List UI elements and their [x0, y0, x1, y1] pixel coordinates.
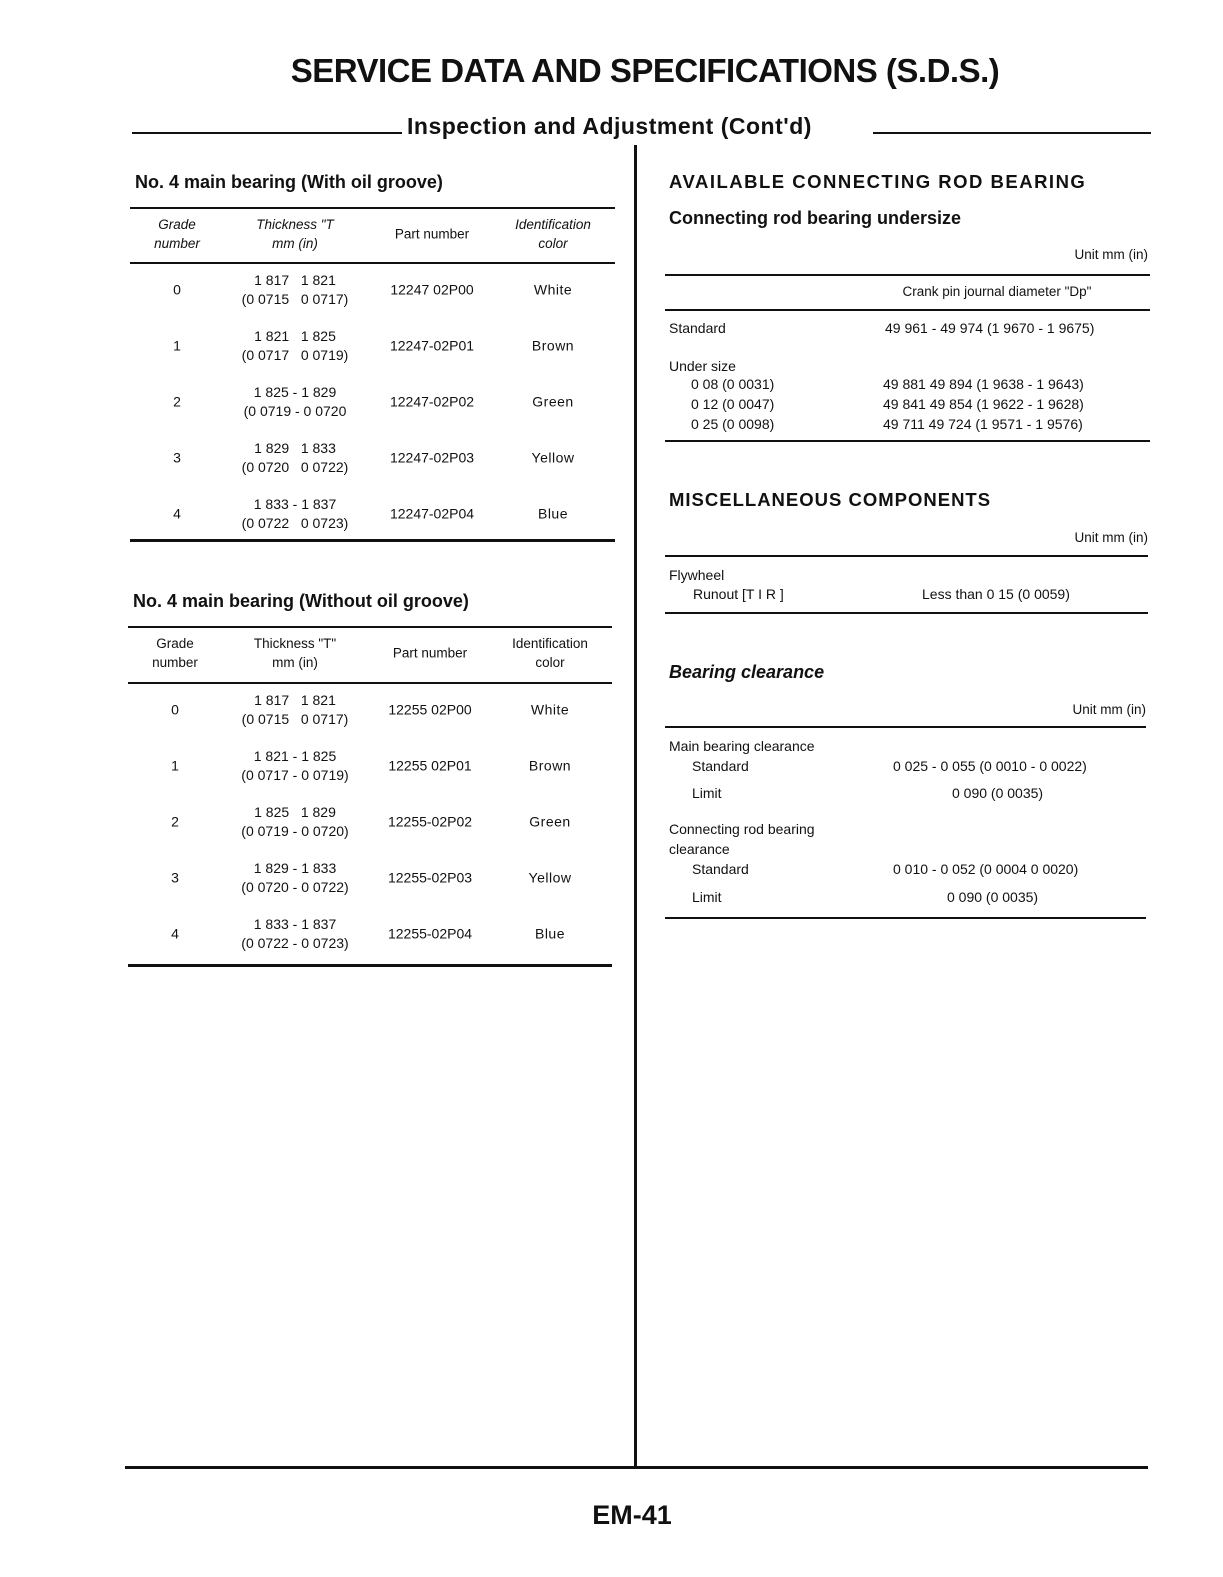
color-cell: White: [533, 281, 573, 298]
grade-cell: 4: [171, 925, 179, 942]
standard-value: 49 961 - 49 974 (1 9670 - 1 9675): [885, 320, 1095, 336]
standard-value: 0 025 - 0 055 (0 0010 - 0 0022): [893, 758, 1087, 774]
undersize-size: 0 25 (0 0098): [691, 416, 775, 432]
color-cell: Yellow: [528, 869, 572, 886]
table-rule: [130, 539, 615, 542]
standard-label: Standard: [692, 861, 749, 877]
rod-clearance-label: Connecting rod bearing: [669, 821, 815, 837]
color-cell: Green: [529, 813, 571, 830]
column-header: Identification color: [515, 217, 591, 251]
part-number-cell: 12247-02P01: [389, 337, 475, 354]
part-number-cell: 12255 02P00: [388, 701, 472, 718]
grade-cell: 2: [173, 393, 181, 410]
section-heading: MISCELLANEOUS COMPONENTS: [669, 489, 992, 510]
subheading: Connecting rod bearing undersize: [669, 208, 962, 228]
color-cell: Blue: [537, 505, 569, 522]
runout-value: Less than 0 15 (0 0059): [922, 586, 1070, 602]
table-rule: [665, 726, 1146, 728]
part-number-cell: 12247-02P02: [389, 393, 475, 410]
thickness-cell: 1 825 1 829 (0 0719 - 0 0720): [241, 804, 349, 839]
undersize-label: Under size: [669, 358, 736, 374]
thickness-cell: 1 825 - 1 829 (0 0719 - 0 0720: [243, 384, 347, 419]
table-rule: [665, 309, 1150, 311]
color-cell: Yellow: [531, 449, 575, 466]
grade-cell: 0: [171, 701, 179, 718]
undersize-value: 49 841 49 854 (1 9622 - 1 9628): [883, 396, 1084, 412]
grade-cell: 4: [173, 505, 181, 522]
part-number-cell: 12247-02P03: [389, 449, 475, 466]
thickness-cell: 1 817 1 821 (0 0715 0 0717): [241, 692, 349, 727]
limit-value: 0 090 (0 0035): [952, 785, 1044, 801]
thickness-cell: 1 821 - 1 825 (0 0717 - 0 0719): [241, 748, 349, 783]
grade-cell: 3: [173, 449, 181, 466]
table-rule: [665, 917, 1146, 919]
column-divider: [634, 145, 637, 1467]
part-number-cell: 12255-02P04: [387, 925, 473, 942]
thickness-cell: 1 829 1 833 (0 0720 0 0722): [241, 440, 349, 475]
section-heading: AVAILABLE CONNECTING ROD BEARING: [669, 171, 1087, 192]
column-header: Grade number: [152, 636, 198, 670]
unit-label: Unit mm (in): [1072, 702, 1146, 717]
table-rule: [665, 555, 1148, 557]
section-subtitle: Inspection and Adjustment (Cont'd): [407, 113, 812, 139]
grade-cell: 1: [173, 337, 181, 354]
table-rule: [665, 612, 1148, 614]
divider: [132, 132, 402, 134]
table-rule: [130, 207, 615, 209]
column-header: Grade number: [154, 217, 200, 251]
column-header: Thickness "T mm (in): [256, 217, 334, 251]
part-number-cell: 12247-02P04: [389, 505, 475, 522]
column-header: Identification color: [512, 636, 588, 670]
grade-cell: 3: [171, 869, 179, 886]
column-header: Thickness "T" mm (in): [253, 636, 337, 670]
color-cell: White: [530, 701, 570, 718]
thickness-cell: 1 833 - 1 837 (0 0722 - 0 0723): [241, 916, 349, 951]
table-rule: [665, 440, 1150, 442]
part-number-cell: 12255 02P01: [388, 757, 472, 774]
table-title: No. 4 main bearing (Without oil groove): [133, 591, 469, 611]
part-number-cell: 12247 02P00: [390, 281, 474, 298]
table-rule: [130, 262, 615, 264]
column-header: Part number: [392, 645, 468, 661]
color-cell: Brown: [531, 337, 575, 354]
color-cell: Blue: [534, 925, 566, 942]
thickness-cell: 1 829 - 1 833 (0 0720 - 0 0722): [241, 860, 349, 895]
rod-clearance-label: clearance: [669, 841, 730, 857]
undersize-size: 0 12 (0 0047): [691, 396, 775, 412]
grade-cell: 2: [171, 813, 179, 830]
main-clearance-label: Main bearing clearance: [669, 738, 815, 754]
section-heading: Bearing clearance: [669, 662, 825, 682]
unit-label: Unit mm (in): [1074, 530, 1148, 545]
undersize-value: 49 881 49 894 (1 9638 - 1 9643): [883, 376, 1084, 392]
thickness-cell: 1 817 1 821 (0 0715 0 0717): [241, 272, 349, 307]
column-header: Part number: [394, 226, 470, 242]
limit-label: Limit: [692, 785, 722, 801]
column-header: Crank pin journal diameter "Dp": [902, 284, 1092, 299]
standard-label: Standard: [669, 320, 726, 336]
thickness-cell: 1 821 1 825 (0 0717 0 0719): [241, 328, 349, 363]
table-rule: [128, 626, 612, 628]
page-title: SERVICE DATA AND SPECIFICATIONS (S.D.S.): [290, 52, 1000, 89]
standard-value: 0 010 - 0 052 (0 0004 0 0020): [893, 861, 1079, 877]
limit-label: Limit: [692, 889, 722, 905]
limit-value: 0 090 (0 0035): [947, 889, 1039, 905]
thickness-cell: 1 833 - 1 837 (0 0722 0 0723): [241, 496, 349, 531]
table-rule: [128, 682, 612, 684]
undersize-value: 49 711 49 724 (1 9571 - 1 9576): [883, 416, 1083, 432]
flywheel-label: Flywheel: [669, 567, 725, 583]
part-number-cell: 12255-02P03: [387, 869, 473, 886]
table-title: No. 4 main bearing (With oil groove): [135, 172, 443, 192]
footer-rule: [125, 1466, 1148, 1469]
table-rule: [128, 964, 612, 967]
standard-label: Standard: [692, 758, 749, 774]
unit-label: Unit mm (in): [1074, 247, 1148, 262]
divider: [873, 132, 1151, 134]
grade-cell: 0: [173, 281, 181, 298]
grade-cell: 1: [171, 757, 179, 774]
table-rule: [665, 274, 1150, 276]
undersize-size: 0 08 (0 0031): [691, 376, 775, 392]
color-cell: Brown: [528, 757, 572, 774]
runout-label: Runout [T I R ]: [693, 586, 784, 602]
part-number-cell: 12255-02P02: [387, 813, 473, 830]
color-cell: Green: [532, 393, 574, 410]
page-number: EM-41: [592, 1500, 672, 1530]
